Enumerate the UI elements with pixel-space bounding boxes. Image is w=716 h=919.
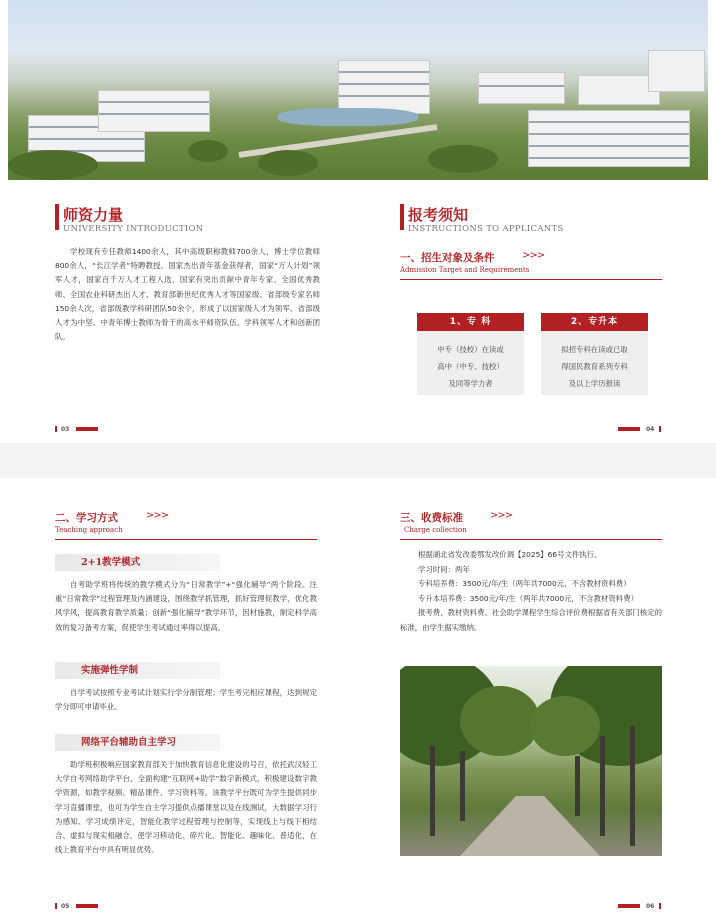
page-number: 05 — [61, 903, 70, 910]
page-line — [76, 427, 98, 431]
title-accent-bar — [400, 204, 404, 230]
section-divider — [400, 539, 662, 540]
title-accent-bar — [55, 204, 59, 230]
page-line — [76, 904, 98, 908]
block-text: 自考助学班将传统的教学模式分为“日常教学”+“强化辅导”两个阶段。注重“日常教学”过程管理及内涵建设，围绕教学抓管理，抓好管理促教学，优化教风学风，提高教育教学质量；创新“强化辅导”教学环节，因材施教，制定科学高效的复习备考方案，促使学生考试通过率得以提高。 — [55, 580, 317, 632]
block-heading: 实施弹性学制 — [55, 662, 220, 679]
campus-aerial-photo — [8, 0, 708, 180]
section-title: 一、招生对象及条件 — [400, 252, 495, 264]
fee-line: 学习时间：两年 — [418, 564, 470, 574]
card-zhuanke — [417, 313, 524, 395]
section-subtitle-en: Admission Target and Requirements — [400, 266, 530, 274]
page-line — [618, 904, 640, 908]
page-marker — [55, 426, 57, 432]
section-divider — [55, 539, 317, 540]
fee-line: 根据湖北省发改委鄂发改价调【2025】66号文件执行。 — [418, 550, 602, 559]
fee-line: 专升本培养费：3500元/年/生（两年共7000元，不含教材资料费） — [418, 593, 638, 603]
section-title: 二、学习方式 — [55, 512, 118, 524]
fee-details — [400, 548, 662, 635]
tree-lined-road-photo — [400, 666, 662, 856]
page-line — [618, 427, 640, 431]
page-title: 师资力量 — [63, 206, 124, 224]
page-number: 04 — [646, 426, 655, 433]
page-subtitle-en: UNIVERSITY INTRODUCTION — [63, 224, 204, 234]
page-marker — [55, 903, 57, 909]
section-divider — [400, 279, 662, 280]
page-title: 报考须知 — [408, 206, 469, 224]
faculty-paragraph: 学校现有专任教师1400余人，其中高级职称教师700余人，博士学位教师800余人，“长江学者”特聘教授、国家杰出青年基金获得者，国家“万人计划”领军人才，国家百千万人才工程人选，国家有突出贡献中青年专家、全国优秀教师、全国农业科研杰出人才、教育部新世纪优秀人才等国家级、省部级专家名师150余人次，省部级教学科研团队50余个，形成了以国家级人才为领军、省部级人才为中坚、中青年博士教师为骨干的高水平师资队伍、学科领军人才和创新团队。 — [55, 247, 320, 342]
card-title: 2、专升本 — [541, 313, 648, 331]
chevron-icon: >>> — [490, 510, 513, 521]
spread-top — [0, 0, 716, 443]
page-marker — [659, 903, 661, 909]
block-heading: 2+1教学模式 — [55, 554, 220, 571]
chevron-icon: >>> — [146, 510, 169, 521]
card-zhuanshengben — [541, 313, 648, 395]
block-text: 助学班积极响应国家教育部关于加快教育信息化建设的号召，依托武汉轻工大学自考网络助学平台，全面构建“互联网+助学”数字新模式，积极建设数字教学资源，如教学视频、精品课件、学习资料等。该教学平台既可为学生提供同步学习直播课堂，也可为学生自主学习提供点播课堂以及在线测试，大数据学习行为感知、学习成绩评定，智能化教学过程管理与控制等，实现线上与线下相结合、虚拟与现实相融合，使学习移动化、碎片化、智能化、趣味化、普适化，在线上教育平台中具有明显优势。 — [55, 760, 317, 855]
block-text: 自学考试按照专业考试计划实行学分制管理；学生考完相应课程，达到规定学分即可申请毕业。 — [55, 688, 317, 712]
fee-line: 专科培养费：3500元/年/生（两年共7000元，不含教材资料费） — [418, 579, 631, 588]
card-title: 1、专 科 — [417, 313, 524, 331]
card-text: 拟招专科在读或已取 得国民教育系列专科 及以上学历报读 — [561, 345, 628, 388]
page-marker — [659, 426, 661, 432]
fee-line: 报考费、教材资料费、社会助学课程学生综合评价费根据省有关部门核定的标准，由学生据实缴纳。 — [400, 608, 662, 632]
chevron-icon: >>> — [522, 250, 545, 261]
page-number: 03 — [61, 426, 70, 433]
page-subtitle-en: INSTRUCTIONS TO APPLICANTS — [408, 224, 564, 234]
section-subtitle-en: Charge collection — [404, 526, 467, 534]
card-text: 中专（技校）在读或 高中（中专、技校） 及同等学力者 — [437, 345, 504, 388]
section-title: 三、收费标准 — [400, 512, 463, 524]
page-number: 06 — [646, 903, 655, 910]
block-heading: 网络平台辅助自主学习 — [55, 734, 220, 751]
section-subtitle-en: Teaching approach — [55, 526, 123, 534]
